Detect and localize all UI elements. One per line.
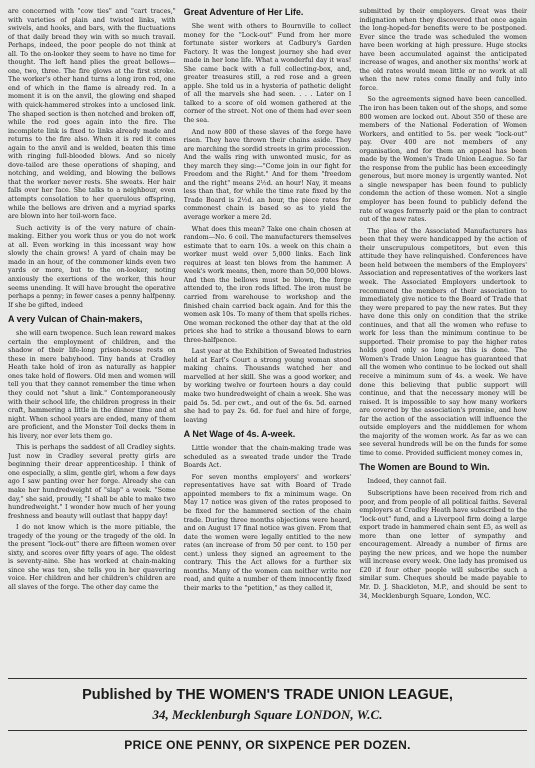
- column-left: [8, 7, 176, 675]
- subheading-women-bound-to-win: The Women are Bound to Win.: [359, 462, 490, 473]
- paragraph: What does this mean? Take one chain chosen at random—No. 6 coil. The manufacturers themselves estimate that to earn 10s. a week on this chain a worker must weld over 5,000 links. Each link requires at least ten blows from the hammer. A week's work means, then, more than 50,000 blows. And then the bellows must be blown, the forge attended to, the iron rods lifted. The iron must be carried from warehouse to workshop and the finished chain carried back again. And for this the women ask 10s. To many of them that spells riches. One woman reckoned the other day that at the old prices she had to strike a thousand blows to earn three-halfpence.: [183, 224, 352, 344]
- column-right: [359, 7, 527, 675]
- paragraph: Subscriptions have been received from rich and poor, and from people of all political faiths. Several employers at Cradley Heath have subscribed to the "lock-out" fund, and a Liverpool firm doing a large export trade in hammered chain sent £5, as well as more than one letter of sympathy and encouragement. Already a number of firms are paying the new prices, and we hope the number will increase every week. One lady has promised us £20 if four other people will subscribe such a similar sum. Cheques should be made payable to Mr. D. J. Shackleton, M.P., and should be sent to 34, Mecklenburgh Square, London, W.C.: [359, 488, 527, 600]
- paragraph: Indeed, they cannot fail.: [367, 477, 447, 486]
- paragraph: Last year at the Exhibition of Sweated Industries held at Earl's Court a strong young woman stood making chains. Thousands watched her and marvelled at her skill. She was a good worker, and by working twelve or fourteen hours a day could make two hundredweight of chain a week. She was paid 5s. 5d. per cwt., and out of the 6s. 5d. earned she had to pay 2s. 6d. for fuel and hire of forge, leaving: [183, 347, 352, 424]
- price-line: PRICE ONE PENNY, OR SIXPENCE PER DOZEN.: [124, 738, 411, 752]
- paragraph: So the agreements signed have been cancelled. The iron has been taken out of the shops, and some 800 women are locked out. About 350 of these are members of the National Federation of Women Workers, and entitled to 5s. per week "lock-out" pay. Over 400 are not members of any organisation, and for them an appeal has been made by the Women's Trade Union League. So far the response from the public has been exceedingly generous, but more money is urgently wanted. Not a single newspaper has been found to publicly condemn the action of these women. Not a single employer has been found to publicly defend the rate of wages formerly paid or the plan to contract out of the new rates.: [359, 95, 527, 224]
- paragraph: She went with others to Bournville to collect money for the "Lock-out" Fund from her more fortunate sister workers at Cadbury's Garden Factory. It was the longest journey she had ever made in her lone life. What a wonderful day it was! She came back with a full collecting-box, and, greater treasures still, a red rose and a green apple. She told us in a hysteria of pathetic delight of all the marvels she had seen. . . . Later on I talked to a score of old women gathered at the corner of the street. Not one of them had ever seen the sea.: [183, 22, 352, 125]
- paragraph: The plea of the Associated Manufacturers has been that they were handicapped by the action of their unscrupulous competitors, but even this attitude they have relinquished. Conferences have been held between the members of the Employers' Association and representatives of the workers last week. The Associated Employers undertook to recommend the members of their association to immediately give notice to the Board of Trade that they were prepared to pay the new rates. But they have done this only on condition that the strike continues, and that all the women who refuse to work for less than the minimum continue to be supported. Their promise to pay the higher rates holds good only so long as this is done. The Women's Trade Union League has guaranteed that all the women who continue to be locked out shall receive a minimum sum of 4s. a week. We have done this believing that public support will continue, and that the necessary money will be raised. It is impossible to say how many workers are covered by the association's promise, and how far the action of the association will influence the outside employers and the middlemen for whom the majority of the women work. As far as we can see several hundreds will be on the funds for some time to come. Provided sufficient money comes in,: [359, 226, 527, 457]
- subheading-net-wage: A Net Wage of 4s. A-week.: [183, 429, 296, 440]
- paragraph: submitted by their employers. Great was their indignation when they discovered that once again the long-hoped-for benefits were to be postponed. Ever since the trade was scheduled the women have been working at high pressure. Huge stocks have been accumulated against the anticipated increase of wages, and another six months' work at the old rates would mean little or no work at all when the new rates come finally and fully into force.: [359, 7, 527, 92]
- publisher-line: Published by THE WOMEN'S TRADE UNION LEAGUE,: [82, 687, 453, 703]
- paragraph: Little wonder that the chain-making trade was scheduled as a sweated trade under the Trade Boards Act.: [183, 444, 352, 470]
- paragraph: she will earn twopence. Such lean reward makes certain the employment of children, and the shadow of their life-long prison-house rests on these in mere babyhood. Tiny hands at Cradley Heath take hold of iron as naturally as happier ones take hold of flowers. Old men and women will tell you that they cannot remember the time when they could not "shut a link." Contemporaneously with their school life, the children progress in their craft, hammering a little in the dinner time and at night. When school years are ended, many of them are proficient, and the Monster Toil decks them in his livery, nor ever lets them go.: [8, 329, 176, 440]
- article-columns: [8, 7, 527, 675]
- divider-rule: [8, 678, 527, 679]
- paragraph: For seven months employers' and workers' representatives have sat with Board of Trade appointed members to fix a minimum wage. On May 17 notice was given of the rates proposed to be fixed for the hammered section of the chain trade. During three months objections were heard, and on August 17 final notice was given. From that date the women were legally entitled to the new rates (an increase of from 50 per cent. to 150 per cent.) unless they signed an agreement to the contrary. This the Act allows for a further six months. Many of the women can neither write nor read, and quite a number of them innocently fixed their marks to the "petition," as they called it,: [183, 472, 352, 592]
- subheading-vulcan: A very Vulcan of Chain-makers,: [8, 314, 143, 325]
- paragraph: And now 800 of these slaves of the forge have risen. They have thrown their chains aside. They are marching the sordid streets in grim procession. And the walls ring with unwonted music, for as they march they sing:—"Come join in our fight for Freedom and the Right." And for them "freedom and the right" means 2½d. an hour! Nay, it means less than that, for while the time rate fixed by the Trade Board is 2½d. an hour, the piece rates for commonest chain is based so as to yield the average worker a mere 2d.: [183, 127, 352, 222]
- column-middle: [184, 7, 352, 675]
- paragraph: Such activity is of the very nature of chain-making. Either you work thus or you do not work at all. Even working in this incessant way how slowly the chain grows! A yard of chain may be made in an hour, of the commoner kinds even two yards or more, but to the on-looker, noting anxiously the exertions of the worker, this hour seems unending. It will have brought the operative perhaps a penny; in fewer cases a penny halfpenny. If she be gifted, indeed: [8, 223, 176, 309]
- publisher-address: 34, Mecklenburgh Square LONDON, W.C.: [152, 707, 383, 722]
- paragraph: are concerned with "cow ties" and "cart traces," with varieties of plain and twisted links, with swivels, and hooks, and bars, with the fluctuations of that daily bread they win with so much travail. Perhaps, indeed, the poor people do not think at all. To the on-looker they seem to have no time for thought. The left hand plies the great bellows—one, two, three. The fire glows at the first stroke. The worker's other hand turns a long iron rod, one end of which in the flame is already red. In a moment it is on the anvil, the glowing end shaped with quick-hammered strokes into a unclosed link. The shaped section is then notched and broken off, while the rod goes again into the fire. The incomplete link is fixed to links already made and returns to the fire also. When it is red it comes again to the anvil and is welded, beaten this time with ringing full-blooded blows. And so nicely dove-tailed are these operations of shaping, and notching, and welding, and blowing the bellows that the worker never rests. She sweats. Her hair falls over her face. She talks to a neighbour, even attempts consolation to her querulous offspring, while the bellows are driven and a myriad sparks are blown into her toil-worn face.: [8, 7, 176, 221]
- paragraph: This is perhaps the saddest of all Cradley sights. Just now in Cradley several pretty girls are beginning their drear apprenticeship. I think of one especially, a slim, gentle girl, whom a few days ago I saw panting over her forge. Already she can make her hundredweight of "slap" a week. "Some day," she said, proudly, "I shall be able to make two hundredweight." I wonder how much of her young freshness and beauty will outlast that happy day!: [8, 443, 176, 520]
- divider-rule: [8, 730, 527, 731]
- paragraph: I do not know which is the more pitiable, the tragedy of the young or the tragedy of the old. In the present "lock-out" there are fifteen women over sixty, and scores over fifty years of age. The oldest is seventy-nine. She has worked at chain-making since she was ten, she tells you in her quavering voice. Her children and her children's children are all slaves of the forge. The other day came the: [8, 523, 176, 591]
- subheading-great-adventure: Great Adventure of Her Life.: [183, 7, 304, 17]
